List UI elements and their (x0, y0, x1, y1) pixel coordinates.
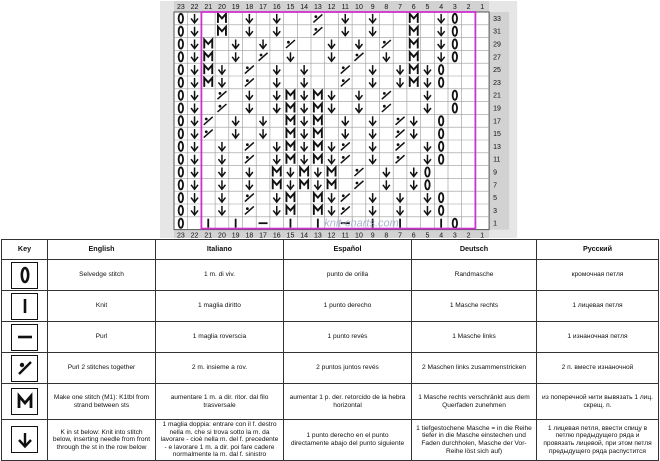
column-number-top: 7 (398, 4, 403, 11)
purl-two-together-dot (246, 143, 249, 146)
italiano-cell: aumentare 1 m. a dir. ritor. dal filo trasversale (156, 384, 284, 420)
english-cell: Make one stitch (M1): K1tbl from strand between sts (48, 384, 156, 420)
row-number: 17 (493, 118, 501, 126)
deutsch-cell: Randmasche (412, 260, 537, 291)
deutsch-cell: 1 Masche links (412, 322, 537, 353)
deutsch-cell: 2 Maschen links zusammenstricken (412, 353, 537, 384)
purl-two-together-dot (356, 182, 359, 185)
row-number: 33 (493, 15, 501, 23)
purl-two-together-dot (342, 194, 345, 197)
stitch-key-table (1, 239, 659, 461)
column-number-bottom: 22 (190, 232, 199, 238)
espanol-cell: 1 punto revés (284, 322, 412, 353)
purl-two-together-dot (342, 143, 345, 146)
column-number-bottom: 1 (480, 232, 485, 238)
column-number-top: 18 (245, 4, 254, 11)
table-row (2, 384, 659, 420)
row-number: 31 (493, 28, 501, 36)
espanol-cell: 2 puntos juntos revés (284, 353, 412, 384)
column-number-top: 23 (176, 4, 185, 11)
espanol-cell: aumentar 1 p. der. retorcido de la hebra horizontal (284, 384, 412, 420)
column-number-top: 2 (466, 4, 471, 11)
purl-two-together-dot (397, 143, 400, 146)
key-symbol-cell (2, 384, 48, 420)
column-number-top: 9 (370, 4, 375, 11)
purl-two-together-dot (246, 66, 249, 69)
column-number-top: 14 (300, 4, 309, 11)
purl-two-together-dot (342, 156, 345, 159)
column-number-top: 19 (231, 4, 240, 11)
deutsch-cell: 1 Masche rechts verschränkt aus dem Querfaden zunehmen (412, 384, 537, 420)
english-cell: K in st below: Knit into stitch below, inserting needle from front through the st in the row below (48, 420, 156, 461)
purl-two-together-dot (383, 92, 386, 95)
column-number-top: 17 (259, 4, 267, 11)
table-row (2, 291, 659, 322)
key-symbol-cell (2, 260, 48, 291)
italiano-cell: 1 maglia diritto (156, 291, 284, 322)
purl-two-together-dot (397, 156, 400, 159)
purl-two-together-dot (356, 54, 359, 57)
header-deutsch: Deutsch (412, 240, 537, 260)
column-number-top: 11 (341, 4, 349, 11)
knit-icon (11, 293, 38, 320)
english-cell: Purl (48, 322, 156, 353)
column-number-bottom: 5 (425, 232, 430, 238)
key-table-header (2, 240, 659, 260)
purl-icon (11, 324, 38, 351)
header-english: English (48, 240, 156, 260)
row-number: 29 (493, 41, 501, 49)
row-number: 13 (493, 143, 501, 151)
column-number-bottom: 3 (452, 232, 457, 238)
header-italiano: Italiano (156, 240, 284, 260)
column-number-bottom: 19 (231, 232, 240, 238)
row-number: 23 (493, 79, 501, 87)
column-number-bottom: 23 (176, 232, 185, 238)
column-number-top: 15 (286, 4, 295, 11)
russian-cell: 1 изнаночная петля (537, 322, 659, 353)
purl-two-together-dot (246, 207, 249, 210)
purl-two-together-dot (383, 105, 386, 108)
espanol-cell: punto de orilla (284, 260, 412, 291)
column-number-top: 6 (411, 4, 416, 11)
table-row (2, 353, 659, 384)
row-number: 7 (493, 182, 498, 190)
espanol-cell: 1 punto derecho en el punto directamente abajo del punto siguiente (284, 420, 412, 461)
italiano-cell: 1 m. di viv. (156, 260, 284, 291)
column-number-bottom: 6 (411, 232, 416, 238)
key-symbol-cell (2, 420, 48, 461)
key-symbol-cell (2, 322, 48, 353)
column-number-bottom: 9 (370, 232, 375, 238)
column-number-bottom: 8 (384, 232, 389, 238)
watermark: knit-charts.com (324, 217, 399, 230)
table-row (2, 322, 659, 353)
row-number: 3 (493, 207, 498, 215)
column-number-bottom: 7 (398, 232, 403, 238)
row-number: 1 (493, 220, 498, 228)
column-number-bottom: 16 (272, 232, 281, 238)
english-cell: Knit (48, 291, 156, 322)
key-symbol-cell (2, 291, 48, 322)
purl-two-together-dot (246, 79, 249, 82)
column-number-bottom: 17 (259, 232, 267, 238)
column-number-top: 8 (384, 4, 389, 11)
espanol-cell: 1 punto derecho (284, 291, 412, 322)
purl-two-together-dot (205, 130, 208, 133)
english-cell: Purl 2 stitches together (48, 353, 156, 384)
column-number-bottom: 13 (313, 232, 322, 238)
table-row (2, 420, 659, 461)
key-symbol-cell (2, 353, 48, 384)
header-key: Key (2, 240, 48, 260)
russian-cell: 1 лицевая петля (537, 291, 659, 322)
header-espanol: Español (284, 240, 412, 260)
russian-cell: 1 лицевая петля, ввести спицу в петлю предыдущего ряда и провязать лицевой, при этом петля предыдущего ряда распустится (537, 420, 659, 461)
column-number-bottom: 11 (341, 232, 349, 238)
purl-two-together-dot (246, 194, 249, 197)
selvedge-icon (11, 262, 38, 289)
purl-two-together-dot (314, 15, 317, 18)
purl-two-together-dot (246, 156, 249, 159)
russian-cell: 2 п. вместе изнаночной (537, 353, 659, 384)
column-number-top: 22 (190, 4, 199, 11)
column-number-top: 1 (480, 4, 485, 11)
row-number: 27 (493, 54, 501, 62)
column-number-bottom: 18 (245, 232, 254, 238)
column-number-bottom: 14 (300, 232, 309, 238)
purl-two-together-dot (287, 41, 290, 44)
column-number-top: 16 (272, 4, 281, 11)
column-number-top: 10 (355, 4, 363, 11)
purl-two-together-dot (314, 28, 317, 31)
purl-two-together-dot (219, 92, 222, 95)
english-cell: Selvedge stitch (48, 260, 156, 291)
purl-two-together-dot (205, 118, 208, 121)
purl-two-together-dot (397, 130, 400, 133)
purl-two-together-dot (356, 169, 359, 172)
purl-two-together-dot (342, 207, 345, 210)
column-number-top: 4 (439, 4, 444, 11)
italiano-cell: 2 m. insieme a rov. (156, 353, 284, 384)
column-number-top: 5 (425, 4, 430, 11)
purl-two-together-dot (397, 118, 400, 121)
header-russian: Русский (537, 240, 659, 260)
purl-two-together-dot (383, 41, 386, 44)
italiano-cell: 1 maglia doppia: entrare con il f. destro nella m. che si trova sotto la m. da lavorare - cioè nella m. del f. precedente - e lavorare 1 m. a dir. poi fare cadere normalmente la m. dal f. sinistro (156, 420, 284, 461)
column-number-top: 13 (313, 4, 322, 11)
row-number: 15 (493, 131, 501, 139)
column-number-top: 21 (204, 4, 213, 11)
row-number: 11 (493, 156, 501, 164)
purl-two-together-dot (260, 54, 263, 57)
column-number-bottom: 21 (204, 232, 213, 238)
russian-cell: кромочная петля (537, 260, 659, 291)
column-number-bottom: 4 (439, 232, 444, 238)
deutsch-cell: 1 Masche rechts (412, 291, 537, 322)
purl-two-together-dot (342, 79, 345, 82)
column-number-bottom: 10 (355, 232, 363, 238)
italiano-cell: 1 maglia roverscia (156, 322, 284, 353)
make-one-icon (11, 388, 38, 415)
table-row (2, 260, 659, 291)
purl-two-together-dot (219, 105, 222, 108)
knit-below-icon (11, 426, 38, 453)
row-number: 5 (493, 195, 498, 203)
column-number-bottom: 15 (286, 232, 295, 238)
column-number-top: 3 (452, 4, 457, 11)
column-number-top: 12 (327, 4, 336, 11)
column-number-bottom: 20 (218, 232, 226, 238)
row-number: 19 (493, 105, 501, 113)
russian-cell: из поперечной нити вывязать 1 лиц. скрещ. п. (537, 384, 659, 420)
column-number-bottom: 2 (466, 232, 471, 238)
deutsch-cell: 1 tiefgestochene Masche = in die Reihe tiefer in die Masche einstechen und Faden durchholen, Masche der Vor-Reihe löst sich auf) (412, 420, 537, 461)
column-number-bottom: 12 (327, 232, 336, 238)
row-number: 21 (493, 92, 501, 100)
purl-two-together-dot (342, 66, 345, 69)
column-number-top: 20 (218, 4, 226, 11)
row-number: 25 (493, 67, 501, 75)
purl-2-together-icon (11, 355, 38, 382)
row-number: 9 (493, 169, 498, 177)
